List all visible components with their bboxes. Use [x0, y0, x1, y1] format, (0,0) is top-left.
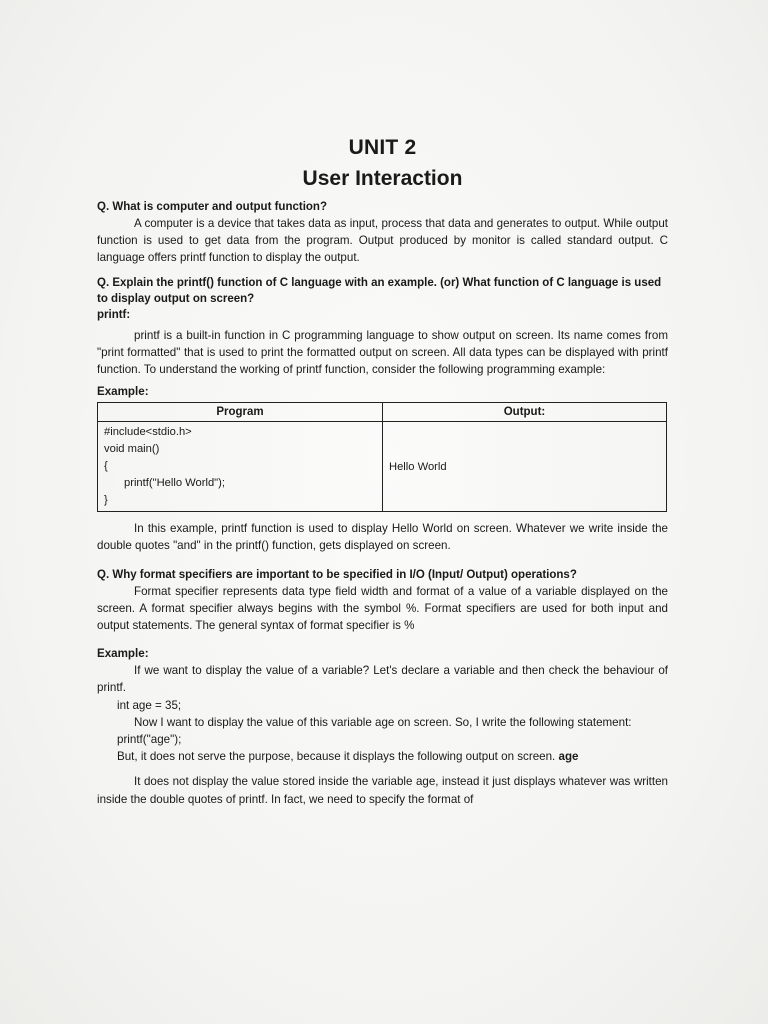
answer-2: printf is a built-in function in C programming language to show output on screen. Its name comes from "print formatted" that is used to print the formatted output on screen. All data types can be displayed with printf function. To understand the working of printf function, consider the following programming example:	[97, 328, 668, 377]
example-paragraph-2: Now I want to display the value of this variable age on screen. So, I write the following statement:	[134, 715, 632, 729]
code-line: void main()	[104, 443, 160, 456]
answer-1: A computer is a device that takes data as input, process that data and generates to output. While output function is used to get data from the program. Output produced by monitor is called standard output. C language offers printf function to display the output.	[97, 217, 668, 265]
example-paragraph-3	[97, 748, 668, 765]
code-printf-statement: printf("age");	[117, 733, 182, 747]
code-line: printf("Hello World");	[124, 477, 225, 490]
example-explanation: In this example, printf function is used to display Hello World on screen. Whatever we write inside the double quotes "and" in the printf() function, gets displayed on screen.	[97, 522, 668, 553]
unit-heading: UNIT 2	[348, 136, 417, 159]
code-line: }	[104, 494, 108, 507]
page-content	[97, 134, 668, 808]
question-1: Q. What is computer and output function?	[97, 201, 327, 213]
example-paragraph-3-text: But, it does not serve the purpose, because it displays the following output on screen.	[117, 750, 556, 764]
question-2: Q. Explain the printf() function of C language with an example. (or) What function of C language is used to display output on screen?	[97, 276, 662, 305]
answer-3: Format specifier represents data type field width and format of a value of a variable displayed on the screen. A format specifier always begins with the symbol %. Format specifiers are used for both input and output statements. The general syntax of format specifier is %	[97, 584, 668, 633]
example-paragraph-4: It does not display the value stored inside the variable age, instead it just displays whatever was written inside the double quotes of printf. In fact, we need to specify the format of	[97, 775, 668, 806]
output-word: age	[558, 750, 579, 764]
example-paragraph-1: If we want to display the value of a variable? Let's declare a variable and then check the behaviour of printf.	[97, 664, 668, 695]
code-declaration: int age = 35;	[117, 698, 182, 712]
example-table	[97, 402, 667, 512]
example-label-2: Example:	[97, 647, 149, 661]
code-line: #include<stdio.h>	[104, 426, 192, 439]
program-cell	[98, 422, 383, 512]
printf-term: printf:	[97, 308, 131, 321]
table-header-output: Output:	[383, 403, 667, 422]
unit-title: User Interaction	[302, 167, 463, 190]
question-3: Q. Why format specifiers are important to be specified in I/O (Input/ Output) operations?	[97, 568, 577, 581]
output-cell: Hello World	[383, 422, 667, 512]
table-header-program: Program	[98, 403, 383, 422]
example-label-1: Example:	[97, 385, 149, 399]
code-line: {	[104, 460, 108, 473]
